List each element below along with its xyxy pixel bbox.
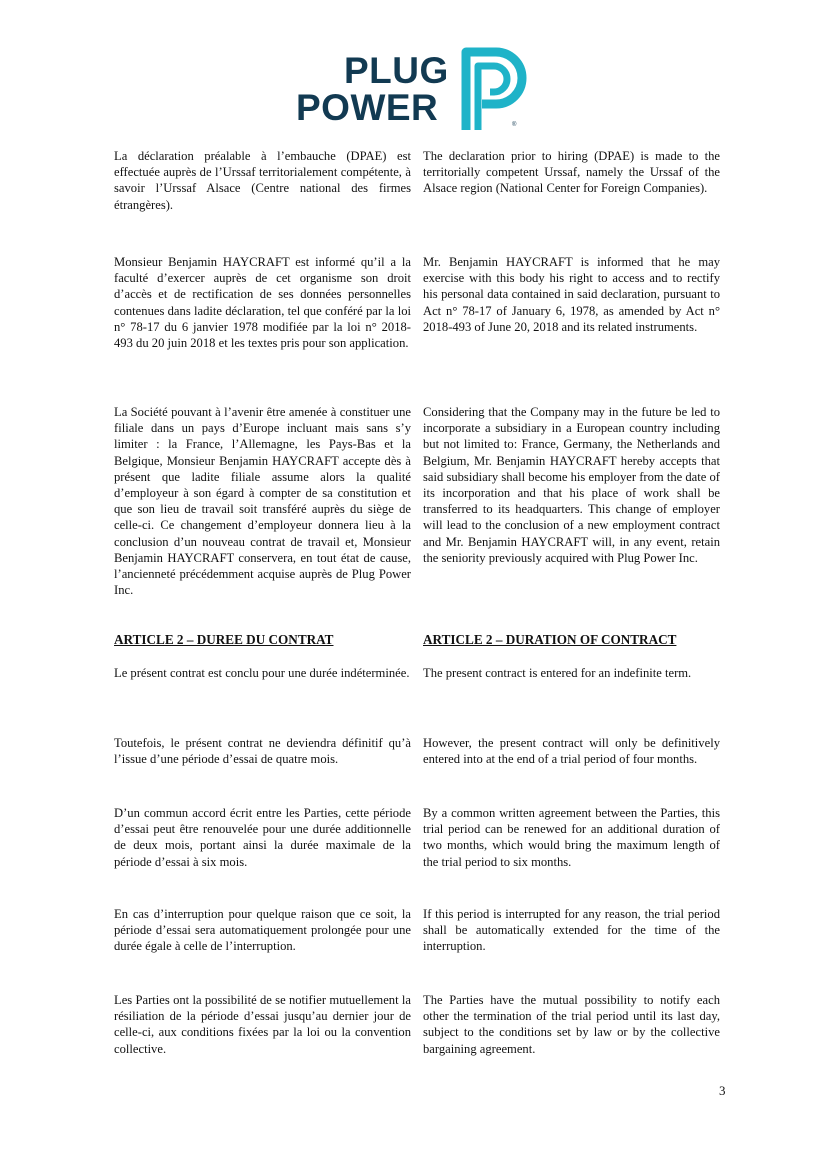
paragraph-en-subsidiary: Considering that the Company may in the future be led to incorporate a subsidiary in a European country including but not limited to: France, Germany, the Netherlands and Belgium, Mr. Benjamin HAYCRAFT hereby accepts that said subsidiary shall become his employer from the date of its incorporation and that his place of work shall be transferred to its headquarters. This change of employer will lead to the conclusion of a new employment contract and Mr. Benjamin HAYCRAFT will, in any event, retain the seniority previously acquired with Plug Power Inc. — [423, 405, 720, 565]
paragraph-fr-termination: Les Parties ont la possibilité de se notifier mutuellement la résiliation de la période d’essai jusqu’au dernier jour de celle-ci, aux conditions fixées par la loi ou la convention collective. — [114, 993, 411, 1056]
paragraph-en-renewal: By a common written agreement between the Parties, this trial period can be renewed for an additional duration of two months, which would bring the maximum length of the trial period to six months. — [423, 806, 720, 869]
page-number: 3 — [719, 1083, 726, 1098]
paragraph-fr-trial-period: Toutefois, le présent contrat ne deviendra définitif qu’à l’issue d’une période d’essai de quatre mois. — [114, 736, 411, 767]
paragraph-en-dpae: The declaration prior to hiring (DPAE) is made to the territorially competent Urssaf, namely the Urssaf of the Alsace region (National Center for Foreign Companies). — [423, 149, 720, 196]
paragraph-en-indefinite-term: The present contract is entered for an indefinite term. — [423, 666, 692, 680]
plug-power-logo — [296, 44, 532, 134]
plug-power-p-mark-icon — [460, 46, 530, 132]
paragraph-en-interruption: If this period is interrupted for any reason, the trial period shall be automatically extended for the time of the interruption. — [423, 907, 720, 954]
paragraph-fr-interruption: En cas d’interruption pour quelque raison que ce soit, la période d’essai sera automatiquement prolongée pour une durée égale à celle de l’interruption. — [114, 907, 411, 954]
paragraph-fr-renewal: D’un commun accord écrit entre les Parties, cette période d’essai peut être renouvelée pour une durée additionnelle de deux mois, portant ainsi la durée maximale de la période d’essai à six mois. — [114, 806, 411, 869]
article-2-heading-en: ARTICLE 2 – DURATION OF CONTRACT — [423, 632, 677, 647]
registered-mark: ® — [512, 122, 517, 128]
paragraph-en-data-rights: Mr. Benjamin HAYCRAFT is informed that he may exercise with this body his right to access and to rectify his personal data contained in said declaration, pursuant to Act n° 78-17 of January 6, 1978, as amended by Act n° 2018-493 of June 20, 2018 and its related instruments. — [423, 255, 720, 334]
logo-line-2: POWER — [296, 87, 439, 128]
paragraph-en-termination: The Parties have the mutual possibility to notify each other the termination of the trial period until its last day, subject to the conditions set by law or by the collective bargaining agreement. — [423, 993, 720, 1056]
paragraph-en-trial-period: However, the present contract will only be definitively entered into at the end of a trial period of four months. — [423, 736, 720, 767]
paragraph-fr-subsidiary: La Société pouvant à l’avenir être amenée à constituer une filiale dans un pays d’Europe incluant mais sans s’y limiter : la France, l’Allemagne, les Pays-Bas et la Belgique, Monsieur Benjamin HAYCRAFT accepte dès à présent que ladite filiale assume alors la qualité d’employeur à son égard à compter de sa constitution et que son lieu de travail soit transféré auprès du siège de celle-ci. Ce changement d’employeur donnera lieu à la conclusion d’un nouveau contrat de travail et, Monsieur Benjamin HAYCRAFT conservera, en tout état de cause, l’ancienneté précédemment acquise auprès de Plug Power Inc. — [114, 405, 411, 598]
logo-line-1: PLUG — [344, 50, 449, 91]
paragraph-fr-data-rights: Monsieur Benjamin HAYCRAFT est informé qu’il a la faculté d’exercer auprès de cet organisme son droit d’accès et de rectification de ses données personnelles contenues dans ladite déclaration, tel que conféré par la loi n° 78-17 du 6 janvier 1978 modifiée par la loi n° 2018-493 du 20 juin 2018 et les textes pris pour son application. — [114, 255, 411, 351]
paragraph-fr-dpae: La déclaration préalable à l’embauche (DPAE) est effectuée auprès de l’Urssaf territorialement compétente, à savoir l’Urssaf Alsace (Centre national des firmes étrangères). — [114, 149, 411, 212]
article-2-heading-fr: ARTICLE 2 – DUREE DU CONTRAT — [114, 632, 334, 647]
paragraph-fr-indefinite-term: Le présent contrat est conclu pour une durée indéterminée. — [114, 666, 410, 680]
